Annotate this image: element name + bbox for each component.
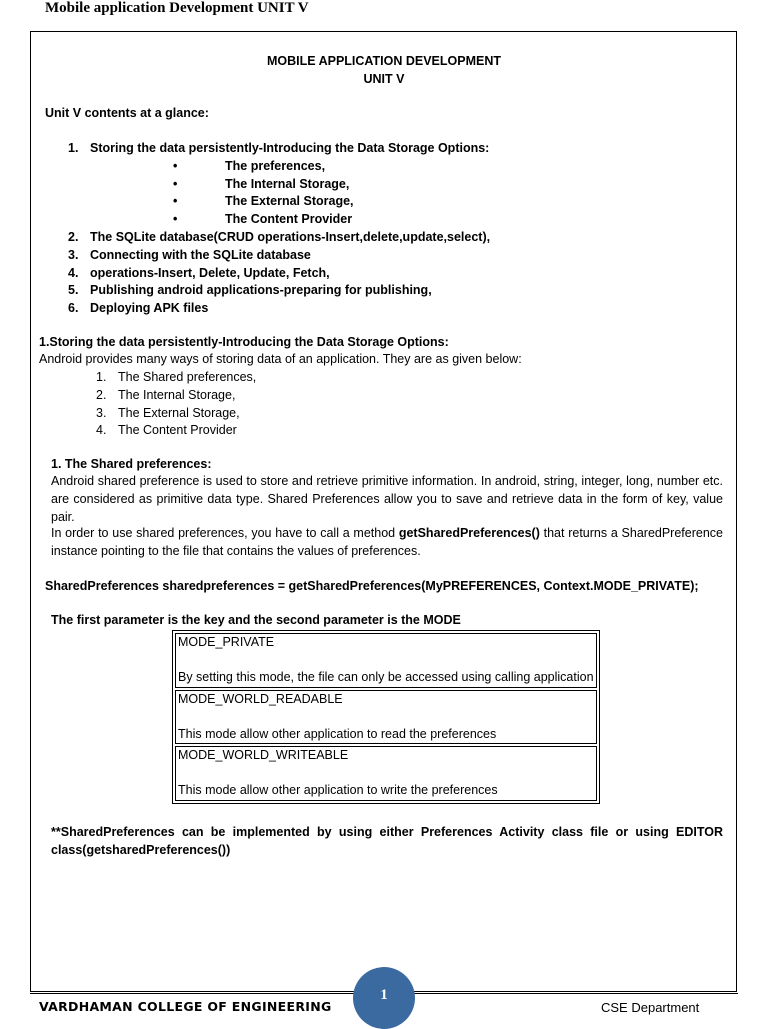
section-intro: Android provides many ways of storing data of an application. They are as given below: — [39, 352, 522, 366]
item-number: 6. — [68, 301, 79, 316]
code-line: SharedPreferences sharedpreferences = getSharedPreferences(MyPREFERENCES, Context.MODE_PRIVATE); — [45, 579, 699, 593]
implementation-note: **SharedPreferences can be implemented by using either Preferences Activity class file or using EDITOR class(getsharedPreferences()) — [51, 825, 723, 857]
item-number: 5. — [68, 283, 79, 298]
bullet-icon: • — [173, 176, 178, 191]
item-text: Deploying APK files — [90, 301, 209, 316]
item-number: 2. — [96, 387, 107, 402]
list-item — [96, 405, 256, 423]
parameter-note: The first parameter is the key and the second parameter is the MODE — [51, 613, 461, 627]
table-cell — [175, 633, 597, 688]
table-row — [175, 690, 597, 745]
bullet-item — [90, 193, 706, 211]
bullet-icon: • — [173, 212, 178, 227]
item-text: The Internal Storage, — [118, 387, 236, 402]
item-text: The Shared preferences, — [118, 370, 257, 384]
bullet-item — [90, 211, 706, 229]
bullet-text: The preferences, — [225, 158, 326, 173]
footer-college: VARDHAMAN COLLEGE OF ENGINEERING — [39, 999, 332, 1014]
table-cell — [175, 746, 597, 801]
item-text: The SQLite database(CRUD operations-Insert,delete,update,select), — [90, 229, 491, 244]
contents-list — [46, 140, 706, 318]
list-item — [46, 229, 706, 247]
item-number: 1. — [68, 141, 79, 155]
method-name: getSharedPreferences() — [398, 526, 540, 540]
list-item — [96, 422, 256, 440]
mode-name: MODE_WORLD_WRITEABLE — [178, 748, 349, 762]
list-item — [46, 265, 706, 283]
document-title: MOBILE APPLICATION DEVELOPMENT — [266, 54, 502, 68]
bullet-text: The External Storage, — [225, 194, 354, 209]
list-item — [46, 140, 706, 229]
section-heading: 1.Storing the data persistently-Introducing the Data Storage Options: — [39, 335, 449, 349]
subsection-heading: 1. The Shared preferences: — [51, 457, 212, 471]
paragraph — [51, 525, 723, 561]
item-number: 3. — [96, 405, 107, 420]
mode-description: By setting this mode, the file can only be accessed using calling application — [178, 670, 594, 684]
mode-description: This mode allow other application to write the preferences — [178, 783, 498, 797]
bullet-item — [90, 176, 706, 194]
running-header: Mobile application Development UNIT V — [45, 0, 309, 16]
bullet-icon: • — [173, 194, 178, 209]
item-number: 2. — [68, 229, 79, 244]
paragraph: Android shared preference is used to store and retrieve primitive information. In android, string, integer, long, number etc. are considered as primitive data type. Shared Preferences allow you to save and retrieve data in the form of key, value pair. — [51, 474, 723, 524]
table-row — [175, 633, 597, 688]
document-subtitle: UNIT V — [363, 72, 405, 86]
bullet-text: The Internal Storage, — [225, 176, 350, 191]
footer-department: CSE Department — [601, 1000, 700, 1015]
item-text: operations-Insert, Delete, Update, Fetch, — [90, 265, 330, 280]
item-number: 4. — [68, 265, 79, 280]
item-number: 4. — [96, 423, 107, 438]
sub-bullet-list — [90, 158, 706, 229]
page-number-badge: 1 — [353, 967, 415, 1029]
list-item — [96, 369, 256, 387]
modes-table — [172, 630, 600, 804]
paragraph-text: In order to use shared preferences, you have to call a method — [51, 526, 399, 540]
item-text: The Content Provider — [118, 423, 237, 438]
item-text: Publishing android applications-preparing for publishing, — [90, 283, 432, 298]
list-item — [46, 282, 706, 300]
mode-description: This mode allow other application to read the preferences — [178, 726, 497, 741]
contents-heading: Unit V contents at a glance: — [45, 106, 209, 120]
mode-name: MODE_WORLD_READABLE — [178, 691, 343, 706]
paragraph-text: that returns a SharedPreference instance pointing to the file that contains the values of preferences. — [51, 526, 723, 558]
list-item — [96, 387, 256, 405]
bullet-text: The Content Provider — [225, 212, 353, 227]
item-number: 1. — [96, 370, 107, 384]
item-text: The External Storage, — [118, 405, 240, 420]
item-text: Storing the data persistently-Introducing the Data Storage Options: — [90, 141, 490, 155]
list-item — [46, 300, 706, 318]
list-item — [46, 247, 706, 265]
item-number: 3. — [68, 247, 79, 262]
table-cell — [175, 690, 597, 745]
storage-options-list — [96, 369, 256, 440]
mode-name: MODE_PRIVATE — [178, 635, 275, 649]
item-text: Connecting with the SQLite database — [90, 247, 311, 262]
bullet-icon: • — [173, 158, 178, 173]
table-row — [175, 746, 597, 801]
bullet-item — [90, 158, 706, 176]
